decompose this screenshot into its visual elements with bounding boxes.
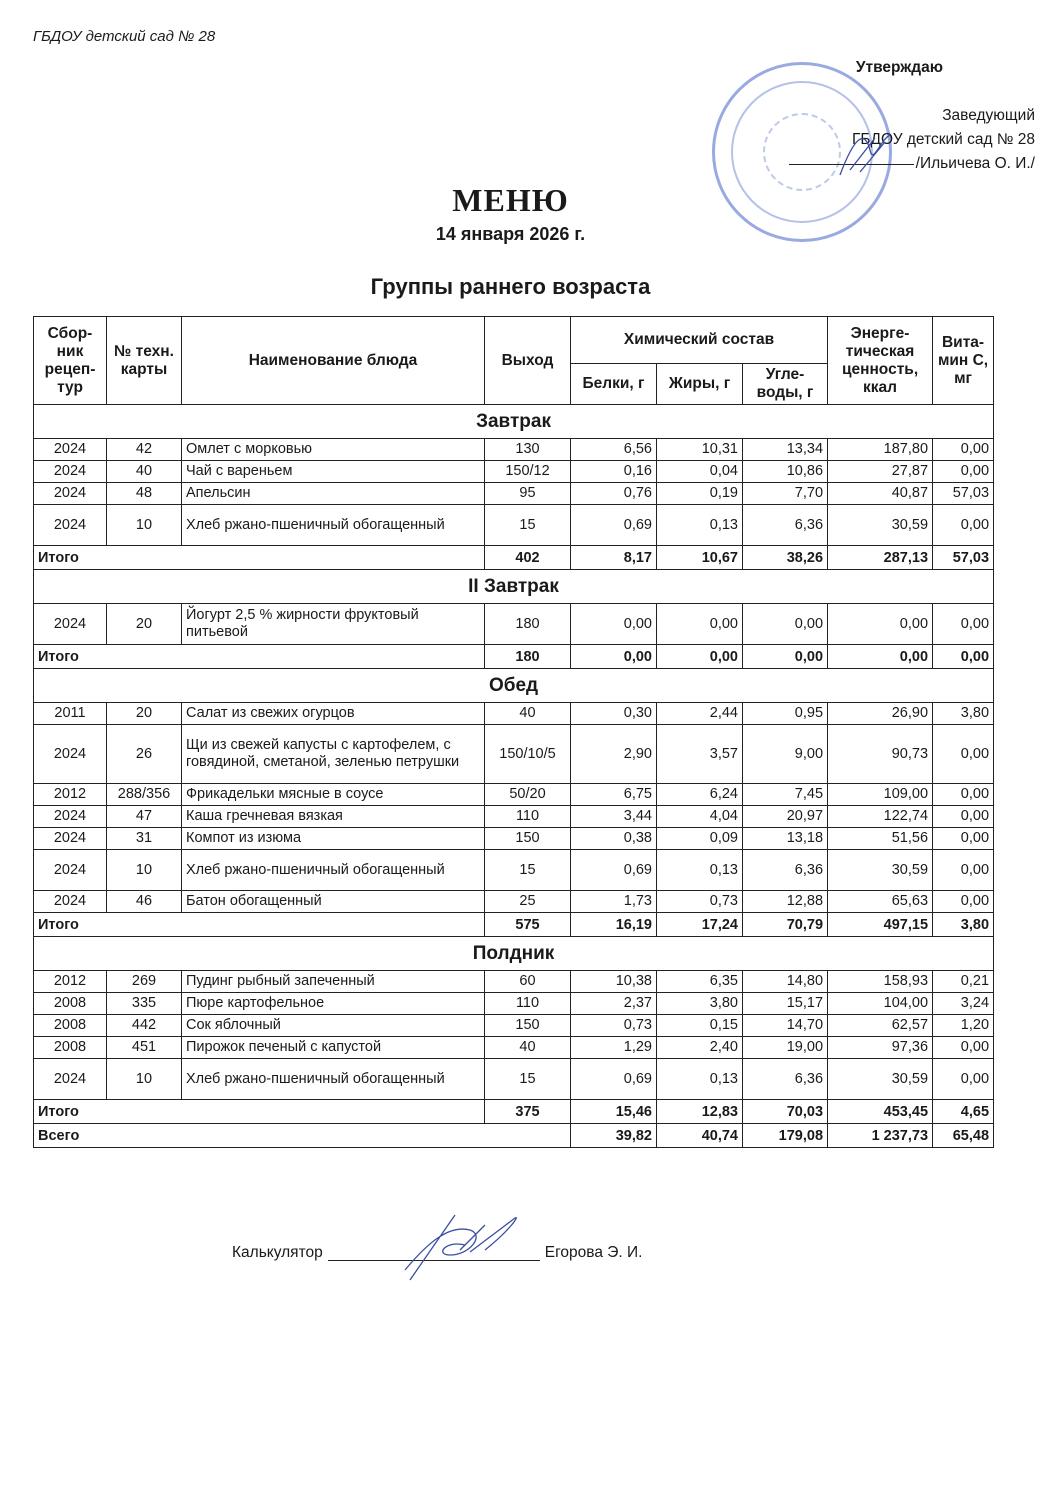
- approver-signature-row: [789, 152, 1035, 176]
- cell-vitc: 3,80: [933, 703, 994, 725]
- approval-heading: Утверждаю: [855, 59, 943, 76]
- cell-fat: 0,15: [657, 1015, 743, 1037]
- cell-collection: 2024: [34, 891, 107, 913]
- cell-vitc: 0,00: [933, 461, 994, 483]
- cell-vitc: 0,00: [933, 604, 994, 645]
- table-row: [34, 483, 994, 505]
- col-collection: Сбор-ник рецеп-тур: [34, 317, 107, 405]
- total-energy: 497,15: [828, 913, 933, 937]
- cell-energy: 97,36: [828, 1037, 933, 1059]
- cell-card-no: 46: [107, 891, 182, 913]
- total-label: Итого: [34, 546, 485, 570]
- cell-dish: Чай с вареньем: [182, 461, 485, 483]
- cell-protein: 0,76: [571, 483, 657, 505]
- cell-energy: 0,00: [828, 604, 933, 645]
- section-title: Завтрак: [34, 405, 994, 439]
- cell-protein: 1,29: [571, 1037, 657, 1059]
- grand-total-fat: 40,74: [657, 1124, 743, 1148]
- menu-date: 14 января 2026 г.: [435, 224, 586, 244]
- cell-energy: 30,59: [828, 505, 933, 546]
- section-title: Полдник: [34, 937, 994, 971]
- cell-yield: 150/10/5: [485, 725, 571, 784]
- cell-card-no: 26: [107, 725, 182, 784]
- cell-collection: 2024: [34, 1059, 107, 1100]
- cell-dish: Хлеб ржано-пшеничный обогащенный: [182, 505, 485, 546]
- total-fat: 10,67: [657, 546, 743, 570]
- cell-carbs: 10,86: [743, 461, 828, 483]
- cell-dish: Омлет с морковью: [182, 439, 485, 461]
- organization-name: ГБДОУ детский сад № 28: [33, 28, 216, 45]
- cell-dish: Пирожок печеный с капустой: [182, 1037, 485, 1059]
- cell-vitc: 0,00: [933, 505, 994, 546]
- table-row: [34, 461, 994, 483]
- cell-carbs: 0,00: [743, 604, 828, 645]
- approver-name: /Ильичева О. И./: [915, 155, 1035, 172]
- cell-carbs: 14,70: [743, 1015, 828, 1037]
- total-energy: 287,13: [828, 546, 933, 570]
- cell-protein: 0,30: [571, 703, 657, 725]
- cell-protein: 0,69: [571, 1059, 657, 1100]
- table-row: [34, 806, 994, 828]
- cell-card-no: 31: [107, 828, 182, 850]
- section-total-row: [34, 645, 994, 669]
- cell-carbs: 19,00: [743, 1037, 828, 1059]
- cell-yield: 110: [485, 806, 571, 828]
- cell-collection: 2008: [34, 993, 107, 1015]
- cell-carbs: 14,80: [743, 971, 828, 993]
- cell-fat: 0,13: [657, 850, 743, 891]
- col-chem: Химический состав: [571, 317, 828, 364]
- cell-card-no: 10: [107, 505, 182, 546]
- grand-total-carbs: 179,08: [743, 1124, 828, 1148]
- cell-energy: 30,59: [828, 1059, 933, 1100]
- total-energy: 453,45: [828, 1100, 933, 1124]
- total-fat: 12,83: [657, 1100, 743, 1124]
- cell-carbs: 12,88: [743, 891, 828, 913]
- cell-card-no: 42: [107, 439, 182, 461]
- menu-table: [33, 316, 994, 1148]
- cell-energy: 90,73: [828, 725, 933, 784]
- grand-total-protein: 39,82: [571, 1124, 657, 1148]
- grand-total-energy: 1 237,73: [828, 1124, 933, 1148]
- approval-block: [789, 56, 1035, 176]
- section-total-row: [34, 1100, 994, 1124]
- col-yield: Выход: [485, 317, 571, 405]
- grand-total-label: Всего: [34, 1124, 571, 1148]
- total-label: Итого: [34, 913, 485, 937]
- cell-fat: 4,04: [657, 806, 743, 828]
- col-fat: Жиры, г: [657, 364, 743, 405]
- cell-fat: 6,24: [657, 784, 743, 806]
- cell-fat: 3,57: [657, 725, 743, 784]
- total-carbs: 38,26: [743, 546, 828, 570]
- cell-dish: Компот из изюма: [182, 828, 485, 850]
- cell-fat: 0,00: [657, 604, 743, 645]
- cell-dish: Йогурт 2,5 % жирности фруктовый питьевой: [182, 604, 485, 645]
- total-yield: 180: [485, 645, 571, 669]
- table-row: [34, 784, 994, 806]
- cell-carbs: 9,00: [743, 725, 828, 784]
- total-fat: 0,00: [657, 645, 743, 669]
- cell-protein: 2,37: [571, 993, 657, 1015]
- director-signature-icon: [835, 130, 895, 180]
- cell-yield: 150/12: [485, 461, 571, 483]
- page-title: МЕНЮ: [452, 182, 569, 218]
- total-yield: 402: [485, 546, 571, 570]
- cell-yield: 40: [485, 703, 571, 725]
- total-carbs: 70,03: [743, 1100, 828, 1124]
- col-energy: Энерге-тическая ценность, ккал: [828, 317, 933, 405]
- cell-protein: 0,73: [571, 1015, 657, 1037]
- cell-yield: 60: [485, 971, 571, 993]
- table-row: [34, 828, 994, 850]
- grand-total-vitc: 65,48: [933, 1124, 994, 1148]
- cell-collection: 2012: [34, 971, 107, 993]
- total-yield: 575: [485, 913, 571, 937]
- cell-fat: 6,35: [657, 971, 743, 993]
- cell-carbs: 7,70: [743, 483, 828, 505]
- cell-dish: Хлеб ржано-пшеничный обогащенный: [182, 850, 485, 891]
- cell-card-no: 335: [107, 993, 182, 1015]
- cell-protein: 0,69: [571, 505, 657, 546]
- cell-vitc: 0,00: [933, 439, 994, 461]
- cell-vitc: 0,00: [933, 1059, 994, 1100]
- section-header-row: [34, 669, 994, 703]
- cell-collection: 2024: [34, 483, 107, 505]
- cell-energy: 30,59: [828, 850, 933, 891]
- cell-energy: 158,93: [828, 971, 933, 993]
- cell-carbs: 13,18: [743, 828, 828, 850]
- cell-fat: 0,09: [657, 828, 743, 850]
- total-carbs: 0,00: [743, 645, 828, 669]
- cell-collection: 2008: [34, 1015, 107, 1037]
- cell-energy: 26,90: [828, 703, 933, 725]
- total-energy: 0,00: [828, 645, 933, 669]
- cell-protein: 3,44: [571, 806, 657, 828]
- cell-collection: 2024: [34, 604, 107, 645]
- cell-vitc: 0,00: [933, 806, 994, 828]
- cell-energy: 109,00: [828, 784, 933, 806]
- col-carbs: Угле-воды, г: [743, 364, 828, 405]
- cell-collection: 2024: [34, 850, 107, 891]
- cell-vitc: 3,24: [933, 993, 994, 1015]
- cell-protein: 0,00: [571, 604, 657, 645]
- cell-vitc: 0,00: [933, 784, 994, 806]
- cell-card-no: 288/356: [107, 784, 182, 806]
- cell-vitc: 0,21: [933, 971, 994, 993]
- cell-carbs: 15,17: [743, 993, 828, 1015]
- cell-vitc: 0,00: [933, 850, 994, 891]
- cell-vitc: 57,03: [933, 483, 994, 505]
- cell-card-no: 442: [107, 1015, 182, 1037]
- cell-carbs: 13,34: [743, 439, 828, 461]
- cell-carbs: 20,97: [743, 806, 828, 828]
- calculator-signature-icon: [390, 1210, 530, 1285]
- total-yield: 375: [485, 1100, 571, 1124]
- cell-collection: 2024: [34, 806, 107, 828]
- cell-card-no: 10: [107, 1059, 182, 1100]
- total-protein: 8,17: [571, 546, 657, 570]
- table-row: [34, 1059, 994, 1100]
- total-protein: 0,00: [571, 645, 657, 669]
- total-fat: 17,24: [657, 913, 743, 937]
- cell-energy: 27,87: [828, 461, 933, 483]
- total-carbs: 70,79: [743, 913, 828, 937]
- header-row: [34, 317, 994, 364]
- total-label: Итого: [34, 645, 485, 669]
- table-row: [34, 850, 994, 891]
- total-vitc: 3,80: [933, 913, 994, 937]
- cell-dish: Щи из свежей капусты с картофелем, с говядиной, сметаной, зеленью петрушки: [182, 725, 485, 784]
- cell-protein: 0,16: [571, 461, 657, 483]
- cell-card-no: 20: [107, 703, 182, 725]
- total-protein: 15,46: [571, 1100, 657, 1124]
- cell-carbs: 6,36: [743, 1059, 828, 1100]
- cell-dish: Апельсин: [182, 483, 485, 505]
- cell-protein: 2,90: [571, 725, 657, 784]
- cell-fat: 0,13: [657, 505, 743, 546]
- cell-yield: 15: [485, 850, 571, 891]
- section-total-row: [34, 546, 994, 570]
- cell-collection: 2011: [34, 703, 107, 725]
- cell-fat: 0,04: [657, 461, 743, 483]
- approver-institution: ГБДОУ детский сад № 28: [851, 131, 1035, 148]
- cell-vitc: 1,20: [933, 1015, 994, 1037]
- cell-carbs: 7,45: [743, 784, 828, 806]
- cell-collection: 2024: [34, 439, 107, 461]
- cell-card-no: 40: [107, 461, 182, 483]
- cell-dish: Пюре картофельное: [182, 993, 485, 1015]
- cell-vitc: 0,00: [933, 891, 994, 913]
- cell-dish: Каша гречневая вязкая: [182, 806, 485, 828]
- cell-yield: 130: [485, 439, 571, 461]
- col-dish: Наименование блюда: [182, 317, 485, 405]
- cell-card-no: 269: [107, 971, 182, 993]
- cell-dish: Хлеб ржано-пшеничный обогащенный: [182, 1059, 485, 1100]
- cell-collection: 2024: [34, 461, 107, 483]
- cell-yield: 180: [485, 604, 571, 645]
- section-header-row: [34, 937, 994, 971]
- cell-protein: 6,75: [571, 784, 657, 806]
- cell-dish: Пудинг рыбный запеченный: [182, 971, 485, 993]
- cell-yield: 50/20: [485, 784, 571, 806]
- cell-fat: 3,80: [657, 993, 743, 1015]
- table-row: [34, 439, 994, 461]
- cell-fat: 0,13: [657, 1059, 743, 1100]
- cell-yield: 110: [485, 993, 571, 1015]
- cell-card-no: 47: [107, 806, 182, 828]
- cell-collection: 2012: [34, 784, 107, 806]
- cell-collection: 2024: [34, 725, 107, 784]
- cell-card-no: 20: [107, 604, 182, 645]
- cell-energy: 40,87: [828, 483, 933, 505]
- cell-yield: 25: [485, 891, 571, 913]
- cell-energy: 122,74: [828, 806, 933, 828]
- table-row: [34, 1037, 994, 1059]
- cell-card-no: 10: [107, 850, 182, 891]
- cell-yield: 150: [485, 1015, 571, 1037]
- col-protein: Белки, г: [571, 364, 657, 405]
- menu-body: [34, 405, 994, 1148]
- grand-total-row: [34, 1124, 994, 1148]
- cell-yield: 15: [485, 1059, 571, 1100]
- cell-fat: 2,40: [657, 1037, 743, 1059]
- cell-carbs: 0,95: [743, 703, 828, 725]
- cell-collection: 2008: [34, 1037, 107, 1059]
- table-row: [34, 505, 994, 546]
- cell-yield: 150: [485, 828, 571, 850]
- section-title: II Завтрак: [34, 570, 994, 604]
- cell-yield: 40: [485, 1037, 571, 1059]
- total-vitc: 4,65: [933, 1100, 994, 1124]
- cell-protein: 10,38: [571, 971, 657, 993]
- cell-energy: 65,63: [828, 891, 933, 913]
- cell-yield: 95: [485, 483, 571, 505]
- cell-fat: 0,19: [657, 483, 743, 505]
- total-protein: 16,19: [571, 913, 657, 937]
- cell-dish: Салат из свежих огурцов: [182, 703, 485, 725]
- age-group-title: Группы раннего возраста: [370, 274, 651, 299]
- approver-position: Заведующий: [942, 107, 1035, 124]
- cell-card-no: 48: [107, 483, 182, 505]
- table-row: [34, 971, 994, 993]
- cell-yield: 15: [485, 505, 571, 546]
- cell-vitc: 0,00: [933, 1037, 994, 1059]
- cell-protein: 0,38: [571, 828, 657, 850]
- table-row: [34, 1015, 994, 1037]
- col-vitamin-c: Вита-мин С, мг: [933, 317, 994, 405]
- cell-vitc: 0,00: [933, 725, 994, 784]
- section-header-row: [34, 405, 994, 439]
- cell-dish: Фрикадельки мясные в соусе: [182, 784, 485, 806]
- total-vitc: 0,00: [933, 645, 994, 669]
- table-row: [34, 703, 994, 725]
- cell-protein: 6,56: [571, 439, 657, 461]
- cell-card-no: 451: [107, 1037, 182, 1059]
- cell-collection: 2024: [34, 505, 107, 546]
- cell-dish: Сок яблочный: [182, 1015, 485, 1037]
- cell-fat: 10,31: [657, 439, 743, 461]
- cell-protein: 1,73: [571, 891, 657, 913]
- total-vitc: 57,03: [933, 546, 994, 570]
- cell-fat: 2,44: [657, 703, 743, 725]
- total-label: Итого: [34, 1100, 485, 1124]
- cell-energy: 62,57: [828, 1015, 933, 1037]
- cell-carbs: 6,36: [743, 850, 828, 891]
- cell-energy: 187,80: [828, 439, 933, 461]
- section-title: Обед: [34, 669, 994, 703]
- cell-carbs: 6,36: [743, 505, 828, 546]
- table-row: [34, 604, 994, 645]
- table-row: [34, 891, 994, 913]
- cell-vitc: 0,00: [933, 828, 994, 850]
- cell-collection: 2024: [34, 828, 107, 850]
- table-row: [34, 993, 994, 1015]
- table-row: [34, 725, 994, 784]
- calculator-label: Калькулятор: [232, 1244, 323, 1261]
- calculator-name: Егорова Э. И.: [544, 1244, 643, 1261]
- cell-energy: 51,56: [828, 828, 933, 850]
- cell-fat: 0,73: [657, 891, 743, 913]
- cell-energy: 104,00: [828, 993, 933, 1015]
- cell-protein: 0,69: [571, 850, 657, 891]
- cell-dish: Батон обогащенный: [182, 891, 485, 913]
- col-card-no: № техн. карты: [107, 317, 182, 405]
- section-total-row: [34, 913, 994, 937]
- section-header-row: [34, 570, 994, 604]
